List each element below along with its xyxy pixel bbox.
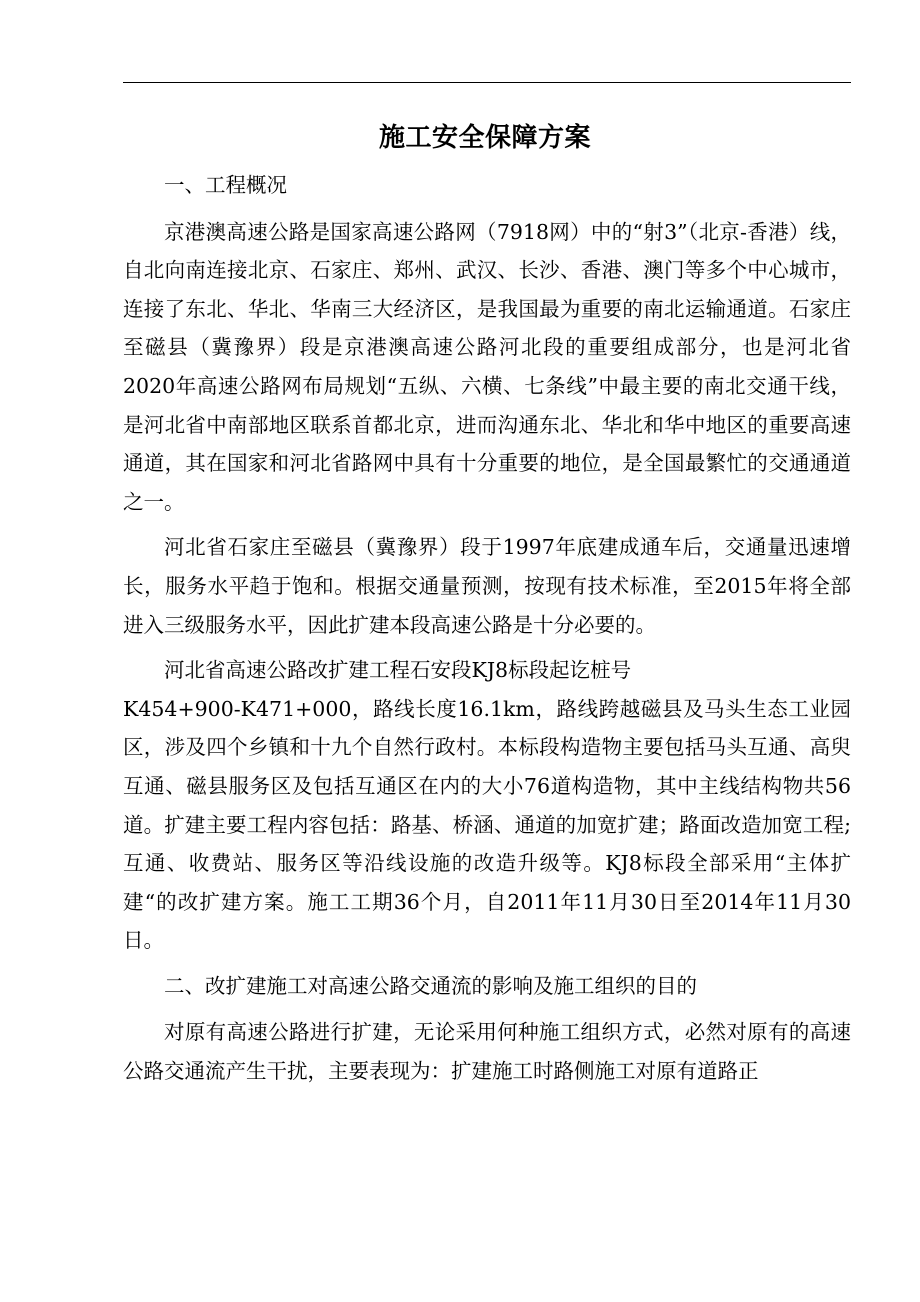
paragraph-section-intro: 河北省高速公路改扩建工程石安段KJ8标段起讫桩号: [164, 658, 632, 683]
section-heading-impact: 二、改扩建施工对高速公路交通流的影响及施工组织的目的: [164, 973, 697, 998]
paragraph-traffic-growth: 河北省石家庄至磁县（冀豫界）段于1997年底建成通车后，交通量迅速增长，服务水平趋于饱和。根据交通量预测，按现有技术标准，至2015年将全部进入三级服务水平，因此扩建本段高速公路是十分必要的。: [123, 535, 851, 637]
paragraph-route-overview: 京港澳高速公路是国家高速公路网（7918网）中的“射3”（北京-香港）线，自北向南连接北京、石家庄、郑州、武汉、长沙、香港、澳门等多个中心城市，连接了东北、华北、华南三大经济区，是我国最为重要的南北运输通道。石家庄至磁县（冀豫界）段是京港澳高速公路河北段的重要组成部分，也是河北省2020年高速公路网布局规划“五纵、六横、七条线”中最主要的南北交通干线，是河北省中南部地区联系首都北京，进而沟通东北、华北和华中地区的重要高速通道，其在国家和河北省路网中具有十分重要的地位，是全国最繁忙的交通通道之一。: [123, 219, 851, 514]
document-body: [123, 166, 851, 1098]
section-heading-overview: 一、工程概况: [164, 173, 287, 197]
paragraph-section-details: K454+900-K471+000，路线长度16.1km，路线跨越磁县及马头生态工业园区，涉及四个乡镇和十九个自然行政村。本标段构造物主要包括马头互通、高臾互通、磁县服务区及包括互通区在内的大小76道构造物，其中主线结构物共56道。扩建主要工程内容包括：路基、桥涵、通道的加宽扩建；路面改造加宽工程; 互通、收费站、服务区等沿线设施的改造升级等。KJ8标段全部采用“主体扩建“的改扩建方案。施工工期36个月，自2011年11月30日至2014年11月30日。: [123, 696, 851, 953]
header-rule: [123, 82, 851, 83]
page-title: 施工安全保障方案: [378, 123, 591, 153]
paragraph-impact: 对原有高速公路进行扩建，无论采用何种施工组织方式，必然对原有的高速公路交通流产生干扰，主要表现为：扩建施工时路侧施工对原有道路正: [123, 1020, 851, 1084]
